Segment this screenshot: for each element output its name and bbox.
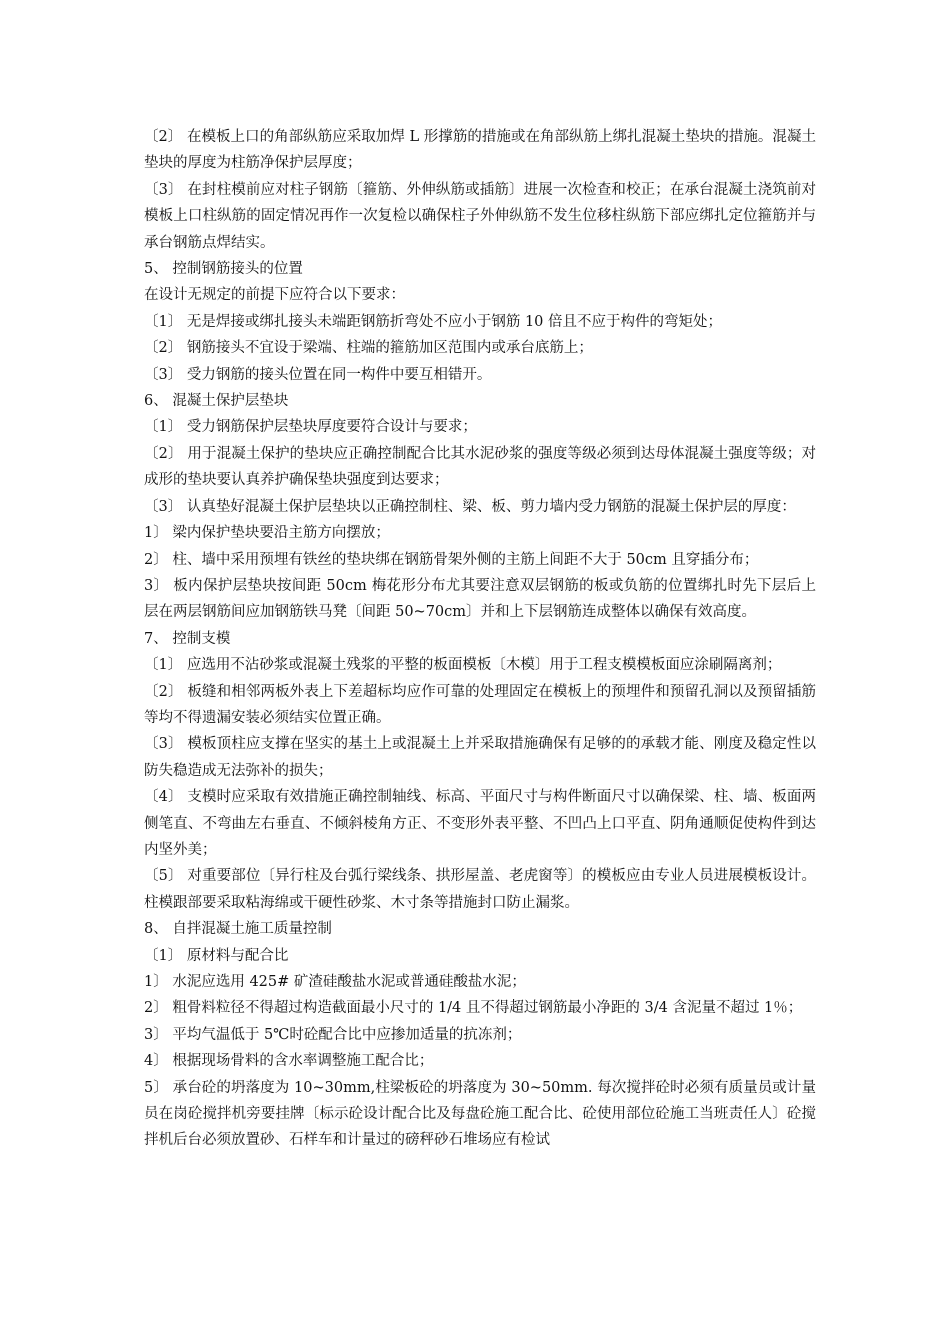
paragraph: 2〕 柱、墙中采用预埋有铁丝的垫块绑在钢筋骨架外侧的主筋上间距不大于 50cm 且穿插分布；	[144, 551, 759, 568]
document-page	[144, 124, 816, 1154]
paragraph: 〔3〕 受力钢筋的接头位置在同一构件中要互相错开。	[144, 366, 492, 383]
paragraph: 4〕 根据现场骨料的含水率调整施工配合比；	[144, 1053, 434, 1070]
paragraph: 〔3〕 在封柱模前应对柱子钢筋〔箍筋、外伸纵筋或插筋〕进展一次检查和校正；在承台混凝土浇筑前对模板上口柱纵筋的固定情况再作一次复检以确保柱子外伸纵筋不发生位移柱纵筋下部应绑扎定位箍筋并与承台钢筋点焊结实。	[144, 181, 816, 251]
paragraph: 〔2〕 用于混凝土保护的垫块应正确控制配合比其水泥砂浆的强度等级必须到达母体混凝土强度等级；对成形的垫块要认真养护确保垫块强度到达要求；	[144, 445, 816, 489]
paragraph: 〔2〕 在模板上口的角部纵筋应采取加焊 L 形撑筋的措施或在角部纵筋上绑扎混凝土垫块的措施。混凝土垫块的厚度为柱筋净保护层厚度；	[144, 129, 816, 172]
paragraph: 〔3〕 认真垫好混凝土保护层垫块以正确控制柱、梁、板、剪力墙内受力钢筋的混凝土保护层的厚度：	[144, 498, 796, 515]
section-heading: 6、 混凝土保护层垫块	[144, 393, 289, 410]
paragraph: 1〕 水泥应选用 425# 矿渣硅酸盐水泥或普通硅酸盐水泥；	[144, 974, 526, 990]
section-heading: 5、 控制钢筋接头的位置	[144, 261, 303, 278]
paragraph: 〔2〕 板缝和相邻两板外表上下差超标均应作可靠的处理固定在模板上的预埋件和预留孔洞以及预留插筋等均不得遗漏安装必须结实位置正确。	[144, 683, 816, 726]
paragraph: 〔5〕 对重要部位〔异行柱及台弧行梁线条、拱形屋盖、老虎窗等〕的模板应由专业人员进展模板设计。柱模跟部要采取粘海绵或干硬性砂浆、木寸条等措施封口防止漏浆。	[144, 868, 816, 911]
paragraph: 在设计无规定的前提下应符合以下要求：	[144, 287, 405, 304]
subsection-heading: 〔1〕 原材料与配合比	[144, 947, 289, 964]
paragraph: 〔1〕 应选用不沾砂浆或混凝土残浆的平整的板面模板〔木模〕用于工程支模模板面应涂刷隔离剂；	[144, 657, 782, 674]
section-heading: 8、 自拌混凝土施工质量控制	[144, 921, 332, 938]
paragraph: 3〕 板内保护层垫块按间距 50cm 梅花形分布尤其要注意双层钢筋的板或负筋的位置绑扎时先下层后上层在两层钢筋间应加钢筋铁马凳〔间距 50~70cm〕并和上下层钢筋连成整体以确保有效高度。	[144, 577, 816, 621]
paragraph: 〔1〕 受力钢筋保护层垫块厚度要符合设计与要求；	[144, 419, 477, 436]
paragraph: 〔3〕 模板顶柱应支撑在坚实的基土上或混凝土上并采取措施确保有足够的的承载才能、刚度及稳定性以防失稳造成无法弥补的损失；	[144, 736, 816, 779]
paragraph: 〔4〕 支模时应采取有效措施正确控制轴线、标高、平面尺寸与构件断面尺寸以确保梁、柱、墙、板面两侧笔直、不弯曲左右垂直、不倾斜棱角方正、不变形外表平整、不凹凸上口平直、阴角通顺促使构件到达内坚外美；	[144, 789, 816, 858]
paragraph: 5〕 承台砼的坍落度为 10~30mm,柱梁板砼的坍落度为 30~50mm. 每次搅拌砼时必须有质量员或计量员在岗砼搅拌机旁要挂牌〔标示砼设计配合比及每盘砼施工配合比、砼使用部位砼施工当班责任人〕砼搅拌机后台必须放置砂、石样车和计量过的磅秤砂石堆场应有检试	[144, 1079, 816, 1149]
paragraph: 3〕 平均气温低于 5℃时砼配合比中应掺加适量的抗冻剂；	[144, 1026, 522, 1043]
paragraph: 〔1〕 无是焊接或绑扎接头未端距钢筋折弯处不应小于钢筋 10 倍且不应于构件的弯矩处；	[144, 313, 722, 330]
paragraph: 1〕 梁内保护垫块要沿主筋方向摆放；	[144, 525, 390, 542]
section-heading: 7、 控制支模	[144, 630, 231, 647]
paragraph: 〔2〕 钢筋接头不宜设于梁端、柱端的箍筋加区范围内或承台底筋上；	[144, 340, 593, 357]
paragraph: 2〕 粗骨料粒径不得超过构造截面最小尺寸的 1/4 且不得超过钢筋最小净距的 3/4 含泥量不超过 1％；	[144, 1000, 803, 1017]
